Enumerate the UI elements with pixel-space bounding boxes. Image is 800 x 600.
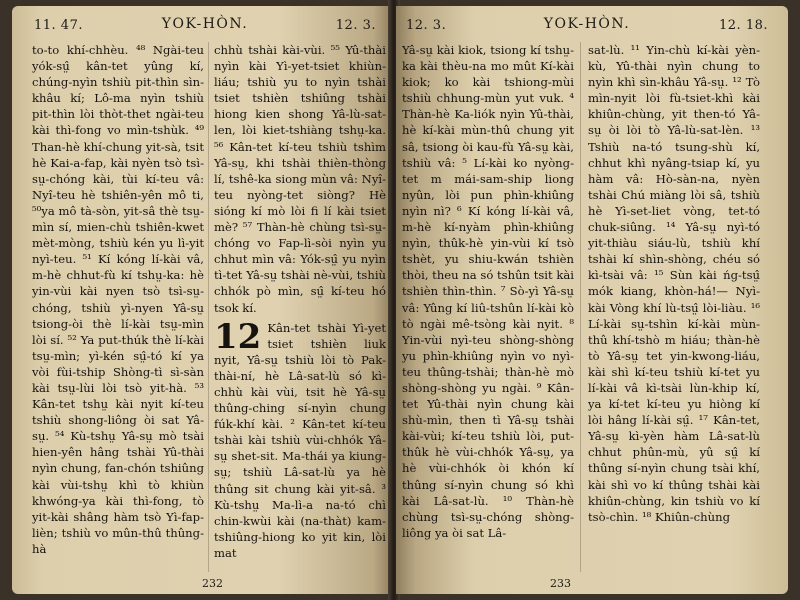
left-col2-text: chhù tshài kài-vùi. ⁵⁵ Yû-thài nyìn kài Yì-yet-tsiet khiùn-liáu; tshiù yu to nyìn tshài tsiet tshièn tshiûng tshài hiong kien shong Yâ-lù-sat-len, lòi kiet-tshiàng tshṳ-ka. ⁵⁶ Kân-tet kí-teu tshiù tshìm Yâ-sṳ, khi tshài thièn-thòng lí, tshê-ka siong mùn vâ: Nyî-teu nyòng-tet siòng? Hè sióng kí mò lòi fi lí kài tsiet mè? ⁵⁷ Thàn-hè chùng tsì-sṳ-chóng vo Fap-lì-sòi nyìn yu chhut mìn vâ: Yók-sṳ̂ yu nyìn tì-tet Yâ-sṳ tshài nè-vùi, tshiù chhók pò mìn, sṳ̂ kí-teu hó tsok kí. — [214, 43, 386, 315]
right-header-title: YOK-HÒN. — [543, 16, 631, 32]
left-column-divider — [208, 42, 209, 572]
left-header-verse-ref: 11. 47. — [34, 18, 83, 33]
left-header-title: YOK-HÒN. — [161, 16, 249, 32]
right-col2-text: sat-lù. ¹¹ Yin-chù kí-kài yèn-kù, Yû-thài nyìn chung to nyìn khì sìn-khâu Yâ-sṳ. ¹² Tò mìn-nyit lòi fù-tsiet-khì kài khiûn-chùng, yit then-tó Yâ-sṳ òi lòi tò Yâ-lù-sat-lèn. ¹³ Tshiù na-tó tsung-shù kí, chhut khì nyâng-tsiap kí, yu hàm vâ: Hò-sàn-na, nyèn tshài Chú miàng lòi sâ, tshiù hè Yì-set-liet vòng, tet-tó chuk-siûng. ¹⁴ Yâ-sṳ nyì-tó yit-thiàu siáu-lù, tshiù khí tshài kí shìn-shòng, chéu só kì-tsài vâ: ¹⁵ Sùn kài ńg-tsṳ̂ mók kiang, khòn-há!— Nyì-kài Vòng khí lù-tsṳ̂ lòi-liàu. ¹⁶ Lí-kài sṳ-tshìn kí-kài mùn-thû khí-tshò m hiáu; thàn-hè tò Yâ-sṳ tet yin-kwong-liáu, kài shì kí-teu tshiù kí-tet yu lí-kài vâ kì-tsài lùn-khip kí, ya kí-tet kí-teu yu hiòng kí lòi hâng lí-kài sṳ̂. ¹⁷ Kân-tet, Yâ-sṳ kì-yèn hàm Lâ-sat-lù chhut phûn-mù, yû sṳ̂ kí thûng sí-nyìn chung tsài khí, kài shì vo kí thûng tshài kài khiûn-chùng, kin tshiù vo kí tsò-chìn. ¹⁸ Khiûn-chùng — [588, 43, 760, 524]
right-column-divider — [580, 42, 581, 572]
chapter-12-text: Kân-tet tshài Yì-yet tsiet tshièn liuk nyit, Yâ-sṳ tshiù lòi tò Pak-thài-ní, hè Lâ-sat-lù só kì-chhù kài vùi, tsit hè Yâ-sṳ thûng-ching sí-nyìn chung fúk-khí kài. ² Kân-tet kí-teu tshài kài tshiù vùi-chhók Yâ-sṳ shet-sit. Ma-thái ya kiung-sṳ; tshiù Lâ-sat-lù ya hè thûng sit chung kài yit-sâ. ³ Kù-tshṳ Ma-lì-a na-tó chì chin-kwùi kài (na-thàt) kam-tshiûng-hiong ko yit kin, lòi mat — [214, 320, 386, 560]
left-page-column-1 — [32, 42, 204, 574]
left-page-header — [34, 14, 376, 36]
right-header-verse-ref: 12. 3. — [406, 18, 447, 33]
left-page-number: 232 — [202, 577, 223, 590]
right-page — [396, 6, 788, 594]
left-col1-text: to-to khí-chhèu. ⁴⁸ Ngài-teu yók-sṳ̂ kân-tet yûng kí, chúng-nyìn tshiù pit-thìn sìn-khâu kí; Lô-ma nyìn tshiù pit-thìn lòi thòt-thet ngài-teu kài thì-fong vo mìn-tshùk. ⁴⁹ Than-hè khí-chung yit-sà, tsit hè Kai-a-fap, kài nyèn tsò tsì-sṳ-chóng kài, tùi kí-teu vâ: Nyî-teu hè tshiên-yên mô ti, ⁵⁰ya mô tà-sòn, yit-sâ thè tsṳ-mìn sí, mien-chù tshiên-kwet mèt-mòng, tshiù kén yu lì-yit nyì-teu. ⁵¹ Kí kóng lí-kài vâ, m-hè chhut-fù kí tshṳ-ka: hè yin-vùi kài nyen tsò tsì-sṳ-chóng, tshiù yì-nyen Yâ-sṳ tsiong-òi thè lí-kài tsṳ-mìn lòi sí. ⁵² Ya put-thúk thè lí-kài tsṳ-mìn; yì-kén sṳ̂-tó kí ya vòi fùi-tship Shòng-tì sì-sàn kài tsṳ-lùi lòi tsò yit-hà. ⁵³ Kân-tet tshṳ kài nyit kí-teu tshiù shong-liông òi sat Yâ-sṳ. ⁵⁴ Kù-tshṳ Yâ-sṳ mò tsài hien-yên hâng tshài Yû-thài nyìn chung, fan-chón tshiûng kài vùi-tshṳ khì tò khiùn khwóng-ya kài thì-fong, tò yit-kài shâng hàm tsò Yì-fap-lièn; tshiù vo mûn-thû thûng-hà — [32, 43, 204, 556]
right-page-column-1 — [402, 42, 574, 574]
chapter-12-opening — [214, 316, 386, 561]
right-col1-text: Yâ-sṳ kài kiok, tsiong kí tshṳ-ka kài thèu-na mo mût Kí-kài kiok; ko kài tshiong-mùi tshiù chhung-mùn yut vuk. ⁴ Thàn-hè Ka-liók nyìn Yû-thài, hè kí-kài mùn-thû chung yit sâ, tsiong òi kau-fù Yâ-sṳ kài, tshiù vâ: ⁵ Lí-kài ko nyòng-tet m mái-sam-ship liong nyûn, lòi pun phìn-khiûng nyìn nì? ⁶ Kí kóng lí-kài vâ, m-hè kí-nyàm phìn-khiûng nyìn, thûk-hè yin-vùi kí tsò tshèt, yu shiu-kwán tshièn thòi, theu na só tshûn tsit kài tshièn thìn-thìn. ⁷ Sò-yì Yâ-sṳ vâ: Yûng kí liû-tshûn lí-kài kò tò ngài mê-tsòng kài nyit. ⁸ Yin-vùi nyì-teu shòng-shòng yu phìn-khiûng nyìn vo nyì-teu thûng-tshài; thàn-hè mò shòng-shòng yu ngài. ⁹ Kân-tet Yû-thài nyìn chung kài shù-mìn, then tì Yâ-sṳ tshài kài-vùi; kí-teu tshiù lòi, put-thûk hè vùi-chhók Yâ-sṳ, ya hè vùi-chhók òi khón kí thûng sí-nyìn chung só khì kài Lâ-sat-lù. ¹⁰ Thàn-hè chùng tsì-sṳ-chóng shòng-liông ya òi sat Lâ- — [402, 43, 574, 540]
left-page — [12, 6, 392, 594]
left-page-column-2 — [214, 42, 386, 574]
right-page-header — [406, 14, 768, 36]
chapter-number: 12 — [214, 316, 262, 357]
right-header-verse-ref-end: 12. 18. — [719, 18, 768, 33]
right-page-number: 233 — [550, 577, 571, 590]
left-header-verse-ref-end: 12. 3. — [335, 18, 376, 33]
right-page-column-2 — [588, 42, 760, 574]
